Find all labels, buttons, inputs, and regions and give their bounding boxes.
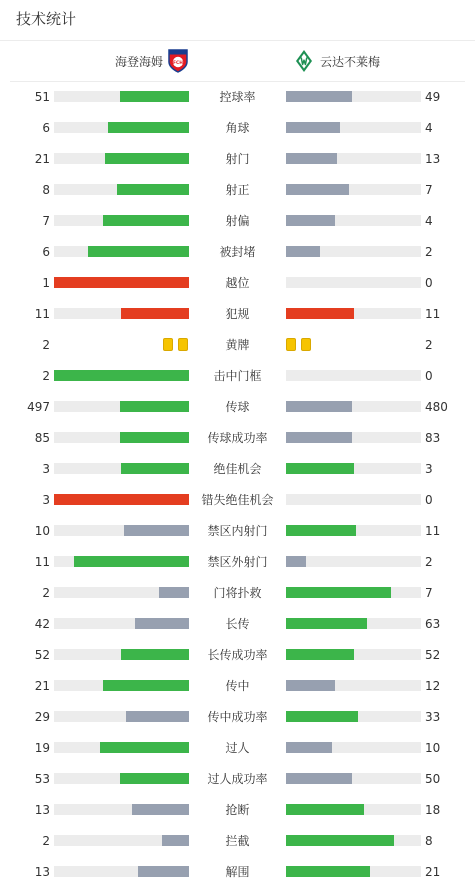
stat-label: 错失绝佳机会 <box>201 493 274 507</box>
stat-row <box>0 800 475 820</box>
home-value: 51 <box>34 90 50 104</box>
away-bar-track <box>286 463 421 474</box>
away-bar-track <box>286 246 421 257</box>
home-bar-track <box>54 866 189 877</box>
home-value: 2 <box>42 338 50 352</box>
away-value: 2 <box>425 245 433 259</box>
svg-text:FCH: FCH <box>173 61 183 66</box>
stat-row <box>0 490 475 510</box>
home-bar-track <box>54 742 189 753</box>
heidenheim-badge-icon <box>168 49 188 73</box>
stat-row <box>0 149 475 169</box>
stat-row <box>0 738 475 758</box>
home-bar-track <box>54 556 189 567</box>
away-bar <box>286 618 367 629</box>
away-value: 4 <box>425 214 433 228</box>
home-bar-track <box>54 525 189 536</box>
home-value: 497 <box>27 400 50 414</box>
away-value: 7 <box>425 183 433 197</box>
home-bar <box>120 432 189 443</box>
away-value: 49 <box>425 90 441 104</box>
away-bar-track <box>286 91 421 102</box>
away-value: 10 <box>425 741 441 755</box>
away-bar-track <box>286 525 421 536</box>
home-bar <box>126 711 189 722</box>
away-bar <box>286 308 354 319</box>
away-bar <box>286 401 352 412</box>
stat-row <box>0 428 475 448</box>
away-bar <box>286 742 332 753</box>
home-team[interactable] <box>115 49 188 73</box>
stat-row <box>0 707 475 727</box>
stat-label: 过人成功率 <box>207 772 268 786</box>
home-bar-track <box>54 835 189 846</box>
home-value: 8 <box>42 183 50 197</box>
stat-label: 禁区外射门 <box>207 555 268 569</box>
away-value: 480 <box>425 400 448 414</box>
home-bar <box>54 277 189 288</box>
home-bar-track <box>54 91 189 102</box>
home-bar-track <box>54 680 189 691</box>
home-value: 1 <box>42 276 50 290</box>
home-bar <box>120 91 189 102</box>
stat-label: 传中成功率 <box>207 710 268 724</box>
away-bar <box>286 835 394 846</box>
stat-label: 传球 <box>225 400 250 414</box>
away-bar-track <box>286 680 421 691</box>
home-value: 3 <box>42 462 50 476</box>
stat-row <box>0 521 475 541</box>
stat-row <box>0 862 475 882</box>
away-bar-track <box>286 494 421 505</box>
away-value: 11 <box>425 524 441 538</box>
away-value: 11 <box>425 307 441 321</box>
away-value: 3 <box>425 462 433 476</box>
home-value: 3 <box>42 493 50 507</box>
home-value: 6 <box>42 121 50 135</box>
home-bar <box>105 153 189 164</box>
away-team-name: 云达不莱梅 <box>320 54 381 69</box>
home-bar <box>74 556 189 567</box>
away-bar-track <box>286 866 421 877</box>
stat-row <box>0 180 475 200</box>
home-bar <box>117 184 189 195</box>
stat-label: 拦截 <box>225 834 250 848</box>
away-bar-track <box>286 649 421 660</box>
stat-row <box>0 397 475 417</box>
stat-label: 门将扑救 <box>213 586 262 600</box>
away-bar-track <box>286 122 421 133</box>
home-bar-track <box>54 370 189 381</box>
home-bar <box>159 587 189 598</box>
home-value: 19 <box>34 741 50 755</box>
away-bar-track <box>286 804 421 815</box>
away-bar-track <box>286 618 421 629</box>
page-title: 技术统计 <box>16 10 77 28</box>
home-value: 21 <box>34 152 50 166</box>
stat-label: 传中 <box>225 679 250 693</box>
home-bar <box>100 742 189 753</box>
away-bar-track <box>286 773 421 784</box>
home-bar <box>103 215 189 226</box>
stat-row <box>0 831 475 851</box>
stat-row <box>0 366 475 386</box>
stat-label: 解围 <box>225 865 250 879</box>
away-bar-track <box>286 432 421 443</box>
away-bar-track <box>286 711 421 722</box>
home-bar <box>54 370 189 381</box>
away-bar <box>286 463 354 474</box>
home-bar <box>135 618 189 629</box>
yellow-card-icon <box>301 338 311 351</box>
home-bar <box>162 835 189 846</box>
stat-row <box>0 614 475 634</box>
away-value: 52 <box>425 648 441 662</box>
stat-label: 长传 <box>225 617 250 631</box>
home-value: 2 <box>42 369 50 383</box>
stat-label: 被封堵 <box>219 245 256 259</box>
stat-label: 绝佳机会 <box>213 462 262 476</box>
away-bar-track <box>286 308 421 319</box>
home-value: 11 <box>34 307 50 321</box>
home-bar-track <box>54 432 189 443</box>
home-value: 52 <box>34 648 50 662</box>
away-bar-track <box>286 742 421 753</box>
home-bar-track <box>54 773 189 784</box>
away-bar-track <box>286 153 421 164</box>
home-value: 2 <box>42 586 50 600</box>
stat-row <box>0 459 475 479</box>
away-bar <box>286 122 340 133</box>
stat-row <box>0 676 475 696</box>
away-value: 8 <box>425 834 433 848</box>
away-bar <box>286 525 356 536</box>
away-bar <box>286 711 358 722</box>
away-bar <box>286 680 335 691</box>
stat-label: 射门 <box>225 152 250 166</box>
home-bar-track <box>54 277 189 288</box>
away-bar <box>286 804 364 815</box>
home-bar <box>121 308 189 319</box>
home-bar-track <box>54 711 189 722</box>
away-value: 2 <box>425 555 433 569</box>
home-value: 7 <box>42 214 50 228</box>
home-value: 29 <box>34 710 50 724</box>
away-value: 4 <box>425 121 433 135</box>
stat-label: 长传成功率 <box>207 648 268 662</box>
stat-label: 过人 <box>225 741 250 755</box>
home-bar <box>120 401 189 412</box>
away-bar-track <box>286 401 421 412</box>
stat-label: 犯规 <box>225 307 250 321</box>
yellow-card-icon <box>178 338 188 351</box>
home-bar <box>124 525 189 536</box>
away-value: 2 <box>425 338 433 352</box>
away-team[interactable] <box>294 49 380 73</box>
home-bar-track <box>54 618 189 629</box>
yellow-card-icon <box>163 338 173 351</box>
home-value: 11 <box>34 555 50 569</box>
home-bar-track <box>54 494 189 505</box>
home-bar-track <box>54 184 189 195</box>
home-bar <box>88 246 189 257</box>
away-value: 21 <box>425 865 441 879</box>
away-value: 33 <box>425 710 441 724</box>
home-value: 10 <box>34 524 50 538</box>
home-bar <box>121 463 189 474</box>
home-value: 53 <box>34 772 50 786</box>
stat-label: 禁区内射门 <box>207 524 268 538</box>
home-bar <box>121 649 189 660</box>
away-bar-track <box>286 370 421 381</box>
stat-label: 抢断 <box>225 803 250 817</box>
stat-row <box>0 304 475 324</box>
away-value: 0 <box>425 276 433 290</box>
away-value: 0 <box>425 493 433 507</box>
home-value: 21 <box>34 679 50 693</box>
away-bar-track <box>286 835 421 846</box>
away-bar <box>286 432 352 443</box>
away-value: 50 <box>425 772 441 786</box>
away-bar-track <box>286 277 421 288</box>
home-bar-track <box>54 246 189 257</box>
away-bar <box>286 556 306 567</box>
stat-row <box>0 273 475 293</box>
away-value: 13 <box>425 152 441 166</box>
stat-row <box>0 645 475 665</box>
home-bar <box>138 866 189 877</box>
stat-label: 传球成功率 <box>207 431 268 445</box>
home-bar-track <box>54 215 189 226</box>
yellow-card-icon <box>286 338 296 351</box>
stat-row <box>0 242 475 262</box>
away-bar-track <box>286 215 421 226</box>
stat-label: 越位 <box>225 276 250 290</box>
away-bar <box>286 246 320 257</box>
home-value: 2 <box>42 834 50 848</box>
away-bar <box>286 649 354 660</box>
teams-divider <box>10 81 465 82</box>
home-team-name: 海登海姆 <box>114 54 163 69</box>
home-bar <box>120 773 189 784</box>
home-value: 13 <box>34 865 50 879</box>
stat-label: 角球 <box>225 121 250 135</box>
stat-label: 射偏 <box>225 214 250 228</box>
home-bar <box>103 680 189 691</box>
home-bar <box>108 122 189 133</box>
home-bar-track <box>54 153 189 164</box>
home-bar <box>132 804 189 815</box>
away-value: 83 <box>425 431 441 445</box>
home-bar-track <box>54 308 189 319</box>
away-bar-track <box>286 556 421 567</box>
home-value: 42 <box>34 617 50 631</box>
stat-label: 黄牌 <box>225 338 250 352</box>
stat-row <box>0 335 475 355</box>
stat-row <box>0 552 475 572</box>
home-value: 13 <box>34 803 50 817</box>
stat-row <box>0 769 475 789</box>
away-bar <box>286 587 391 598</box>
stat-row <box>0 87 475 107</box>
home-bar-track <box>54 401 189 412</box>
home-bar-track <box>54 122 189 133</box>
stat-row <box>0 118 475 138</box>
away-bar <box>286 184 349 195</box>
away-value: 7 <box>425 586 433 600</box>
away-bar <box>286 866 370 877</box>
stat-row <box>0 211 475 231</box>
stat-label: 射正 <box>225 183 250 197</box>
home-bar-track <box>54 804 189 815</box>
stat-row <box>0 583 475 603</box>
away-value: 18 <box>425 803 441 817</box>
away-value: 0 <box>425 369 433 383</box>
away-value: 12 <box>425 679 441 693</box>
home-bar-track <box>54 463 189 474</box>
away-bar-track <box>286 184 421 195</box>
header-divider <box>0 40 475 41</box>
home-bar-track <box>54 649 189 660</box>
stat-label: 击中门框 <box>213 369 262 383</box>
away-bar-track <box>286 587 421 598</box>
away-value: 63 <box>425 617 441 631</box>
werder-diamond-icon <box>294 49 314 73</box>
home-bar-track <box>54 587 189 598</box>
away-bar <box>286 91 352 102</box>
away-bar <box>286 215 335 226</box>
home-value: 85 <box>34 431 50 445</box>
home-bar <box>54 494 189 505</box>
stat-label: 控球率 <box>219 90 256 104</box>
home-value: 6 <box>42 245 50 259</box>
away-bar <box>286 773 352 784</box>
away-bar <box>286 153 337 164</box>
